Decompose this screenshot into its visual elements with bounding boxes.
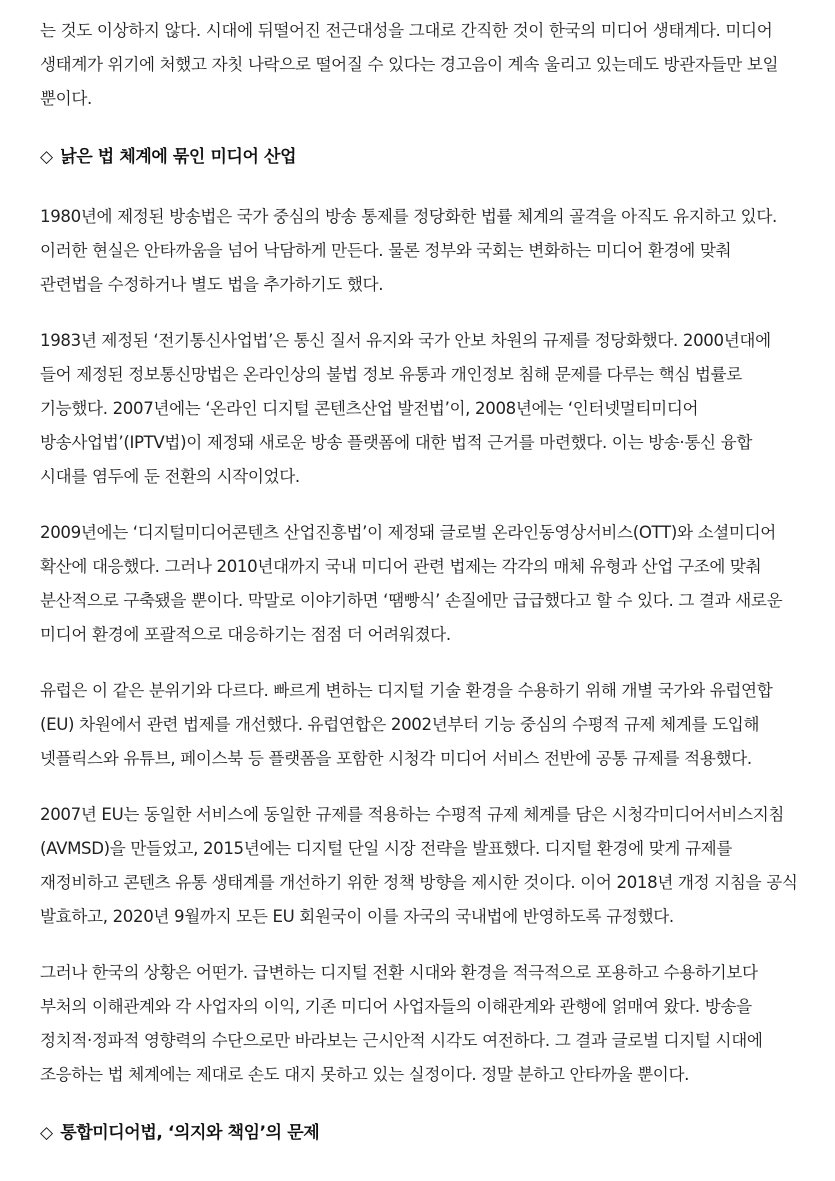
paragraph-telecom-act: 1983년 제정된 ‘전기통신사업법’은 통신 질서 유지와 국가 안보 차원의 규제를 정당화했다. 2000년대에 들어 제정된 정보통신망법은 온라인상의 불법 정보 유통과 개인정보 침해 문제를 다루는 핵심 법률로 기능했다. 2007년에는 ‘온라인 디지털 콘텐츠산업 발전법’이, 2008년에는 ‘인터넷멀티미디어 방송사업법’(IPTV법)이 제정돼 새로운 방송 플랫폼에 대한 법적 근거를 마련했다. 이는 방송·통신 융합 시대를 염두에 둔 전환의 시작이었다. bbox=[40, 331, 771, 486]
section-heading-outdated-law bbox=[40, 140, 798, 174]
diamond-icon: ◇ bbox=[40, 147, 53, 167]
paragraph-broadcasting-act: 1980년에 제정된 방송법은 국가 중심의 방송 통제를 정당화한 법률 체계의 골격을 아직도 유지하고 있다. 이러한 현실은 안타까움을 넘어 낙담하게 만든다. 물론 정부와 국회는 변화하는 미디어 환경에 맞춰 관련법을 수정하거나 별도 법을 추가하기도 했다. bbox=[40, 207, 777, 294]
section-heading-text: 낡은 법 체계에 묶인 미디어 산업 bbox=[60, 147, 297, 167]
paragraph-eu-avmsd: 2007년 EU는 동일한 서비스에 동일한 규제를 적용하는 수평적 규제 체계를 담은 시청각미디어서비스지침(AVMSD)을 만들었고, 2015년에는 디지털 단일 시장 전략을 발표했다. 디지털 환경에 맞게 규제를 재정비하고 콘텐츠 유통 생태계를 개선하기 위한 정책 방향을 제시한 것이다. 이어 2018년 개정 지침을 공식 발효하고, 2020년 9월까지 모든 EU 회원국이 이를 자국의 국내법에 반영하도록 규정했다. bbox=[40, 805, 798, 926]
intro-paragraph: 는 것도 이상하지 않다. 시대에 뒤떨어진 전근대성을 그대로 간직한 것이 한국의 미디어 생태계다. 미디어 생태계가 위기에 처했고 자칫 나락으로 떨어질 수 있다는 경고음이 계속 울리고 있는데도 방관자들만 보일 뿐이다. bbox=[40, 21, 779, 108]
diamond-icon: ◇ bbox=[40, 1123, 53, 1143]
paragraph-korea-situation: 그러나 한국의 상황은 어떤가. 급변하는 디지털 전환 시대와 환경을 적극적으로 포용하고 수용하기보다 부처의 이해관계와 각 사업자의 이익, 기존 미디어 사업자들의 이해관계와 관행에 얽매여 왔다. 방송을 정치적·정파적 영향력의 수단으로만 바라보는 근시안적 시각도 여전하다. 그 결과 글로벌 디지털 시대에 조응하는 법 체계에는 제대로 손도 대지 못하고 있는 실정이다. 정말 분하고 안타까울 뿐이다. bbox=[40, 963, 763, 1084]
paragraph-europe: 유럽은 이 같은 분위기와 다르다. 빠르게 변하는 디지털 기술 환경을 수용하기 위해 개별 국가와 유럽연합(EU) 차원에서 관련 법제를 개선했다. 유럽연합은 2002년부터 기능 중심의 수평적 규제 체계를 도입해 넷플릭스와 유튜브, 페이스북 등 플랫폼을 포함한 시청각 미디어 서비스 전반에 공통 규제를 적용했다. bbox=[40, 681, 773, 768]
section-heading-text: 통합미디어법, ‘의지와 책임’의 문제 bbox=[60, 1123, 320, 1143]
article-body bbox=[40, 14, 798, 1176]
paragraph-digital-media-act: 2009년에는 ‘디지털미디어콘텐츠 산업진흥법’이 제정돼 글로벌 온라인동영상서비스(OTT)와 소셜미디어 확산에 대응했다. 그러나 2010년대까지 국내 미디어 관련 법제는 각각의 매체 유형과 산업 구조에 맞춰 분산적으로 구축됐을 뿐이다. 막말로 이야기하면 ‘땜빵식’ 손질에만 급급했다고 할 수 있다. 그 결과 새로운 미디어 환경에 포괄적으로 대응하기는 점점 더 어려워졌다. bbox=[40, 523, 783, 644]
section-heading-integrated-media-law bbox=[40, 1116, 798, 1150]
